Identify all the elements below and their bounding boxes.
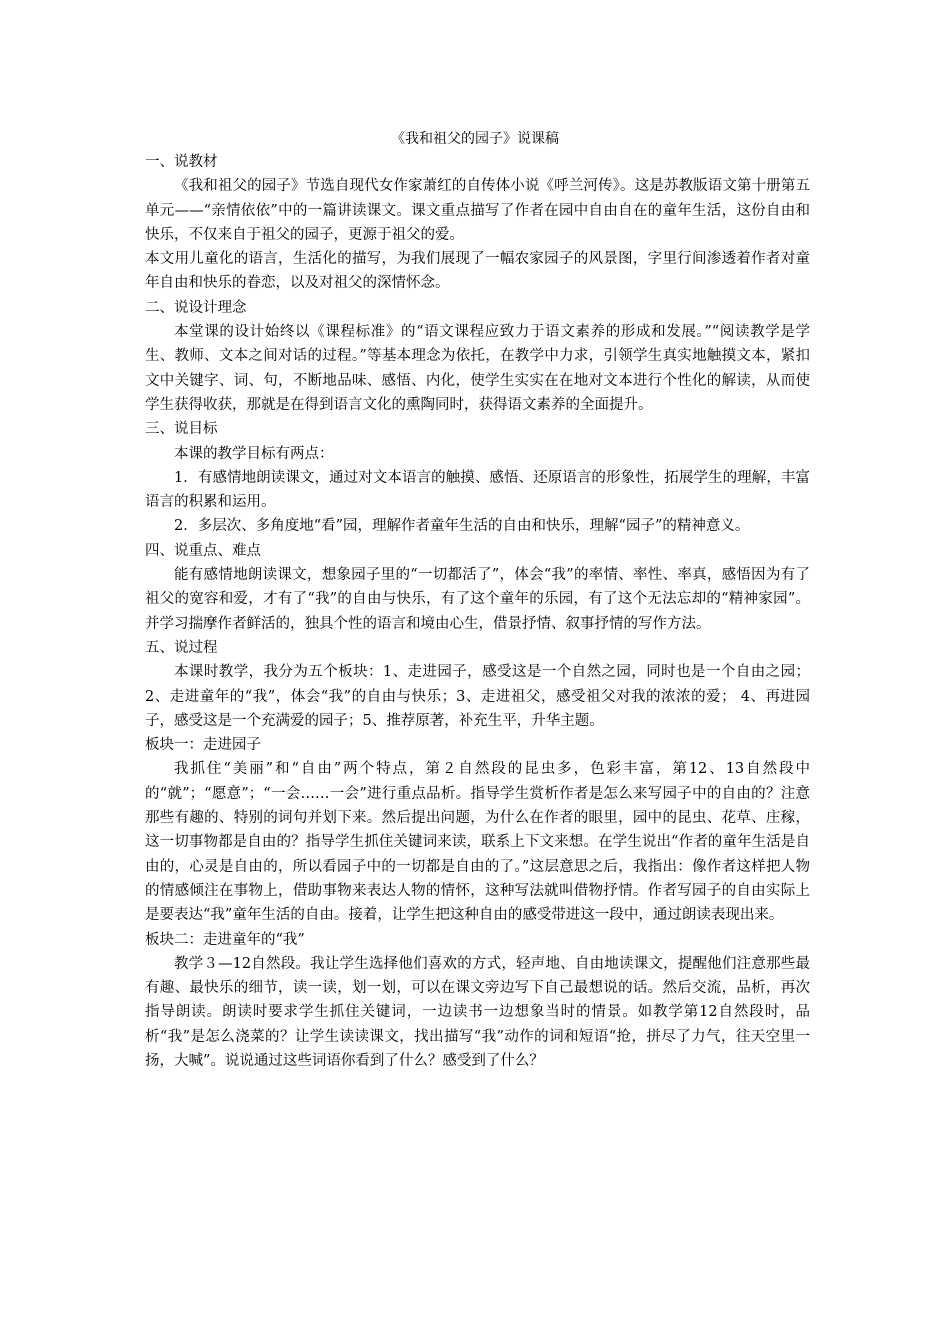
paragraph: 本课的教学目标有两点： xyxy=(174,445,334,462)
paragraph: 教学３—12自然段。我让学生选择他们喜欢的方式，轻声地、自由地读课文，提醒他们注意那些最有趣、最快乐的细节，读一读，划一划，可以在课文旁边写下自己最想说的话。然后交流，品析，再次指导朗读。朗读时要求学生抓住关键词，一边读书一边想象当时的情景。如教学第12自然段时，品析“我”是怎么浇菜的？让学生读读课文，找出描写“我”动作的词和短语“抢，拼尽了力气，往天空里一扬，大喊”。说说通过这些词语你看到了什么？感受到了什么？ xyxy=(145,955,810,1069)
section-heading: 四、说重点、难点 xyxy=(145,542,261,559)
document-title: 《我和祖父的园子》说课稿 xyxy=(391,131,559,147)
paragraph: 我抓住“美丽”和“自由”两个特点，第２自然段的昆虫多，色彩丰富，第12、13自然段中的“就”；“愿意”；“一会……一会”进行重点品析。指导学生赏析作者是怎么来写园子中的自由的？注意那些有趣的、特别的词句并划下来。然后提出问题，为什么在作者的眼里，园中的昆虫、花草、庄稼，这一切事物都是自由的？指导学生抓住关键词来读，联系上下文来想。在学生说出“作者的童年生活是自由的，心灵是自由的，所以看园子中的一切都是自由的了。”这层意思之后，我指出：像作者这样把人物的情感倾注在事物上，借助事物来表达人物的情怀，这种写法就叫借物抒情。作者写园子的自由实际上是要表达“我”童年生活的自由。接着，让学生把这种自由的感受带进这一段中，通过朗读表现出来。 xyxy=(145,761,810,924)
section-heading: 五、说过程 xyxy=(145,639,218,656)
paragraph: 《我和祖父的园子》节选自现代女作家萧红的自传体小说《呼兰河传》。这是苏教版语文第十册第五单元——“亲情依依”中的一篇讲读课文。课文重点描写了作者在园中自由自在的童年生活，这份自由和快乐，不仅来自于祖父的园子，更源于祖父的爱。 xyxy=(145,178,810,243)
paragraph: 本文用儿童化的语言，生活化的描写，为我们展现了一幅农家园子的风景图，字里行间渗透着作者对童年自由和快乐的眷恋，以及对祖父的深情怀念。 xyxy=(145,251,810,292)
paragraph: 能有感情地朗读课文，想象园子里的“一切都活了”，体会“我”的率情、率性、率真，感悟因为有了祖父的宽容和爱，才有了“我”的自由与快乐，有了这个童年的乐园，有了这个无法忘却的“精神家园”。 并学习揣摩作者鲜活的，独具个性的语言和境由心生，借景抒情、叙事抒情的写作方法。 xyxy=(145,567,810,632)
document-body xyxy=(145,150,810,1073)
section-heading: 板块一：走进园子 xyxy=(145,737,261,754)
section-heading: 一、说教材 xyxy=(145,154,218,170)
paragraph: 本课时教学，我分为五个板块：1、走进园子，感受这是一个自然之园，同时也是一个自由之园；2、走进童年的“我”，体会“我”的自由与快乐；3、走进祖父，感受祖父对我的浓浓的爱； 4、再进园子，感受这是一个充满爱的园子；5、推荐原著，补充生平，升华主题。 xyxy=(145,664,810,729)
paragraph: 本堂课的设计始终以《课程标准》的“语文课程应致力于语文素养的形成和发展。”“阅读教学是学生、教师、文本之间对话的过程。”等基本理念为依托，在教学中力求，引领学生真实地触摸文本，紧扣文中关键字、词、句，不断地品味、感悟、内化，使学生实实在在地对文本进行个性化的解读，从而使学生获得收获，那就是在得到语言文化的熏陶同时，获得语文素养的全面提升。 xyxy=(145,324,810,413)
paragraph: 2．多层次、多角度地“看”园，理解作者童年生活的自由和快乐，理解“园子”的精神意义。 xyxy=(174,518,750,535)
section-heading: 二、说设计理念 xyxy=(145,299,247,316)
section-heading: 板块二：走进童年的“我” xyxy=(145,931,305,948)
section-heading: 三、说目标 xyxy=(145,421,218,438)
paragraph: 1．有感情地朗读课文，通过对文本语言的触摸、感悟、还原语言的形象性，拓展学生的理解，丰富语言的积累和运用。 xyxy=(145,469,810,511)
